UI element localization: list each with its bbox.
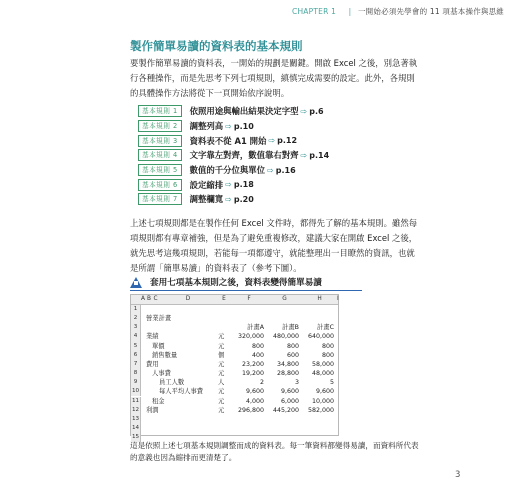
sheet-cell: 元 [218,397,225,405]
rule-item [138,133,329,148]
sheet-row [131,332,338,341]
rule-text: 設定縮排 [189,179,224,190]
sheet-cell: 800 [251,342,264,350]
rule-text: 數值的千分位與單位 [189,165,266,176]
sheet-row [131,424,338,433]
sheet-cell: 員工人數 [159,379,185,387]
sheet-cell: 19,200 [241,370,264,378]
column-header: H [317,296,322,302]
rule-badge: 基本規則 6 [138,179,182,191]
column-header: A [141,296,145,302]
sheet-cell: 元 [218,388,225,396]
sheet-row [131,305,338,314]
sheet-cell: 800 [321,342,334,350]
row-number: 13 [131,415,141,424]
sheet-row [131,323,338,332]
sheet-row [131,351,338,360]
rule-badge: 基本規則 7 [138,193,182,205]
sheet-row [131,342,338,351]
sheet-cell: 人 [218,379,225,387]
column-header: B [147,296,151,302]
row-number: 3 [131,323,141,332]
rule-text: 依照用途與輸出結果決定字型 [189,106,299,117]
arrow-icon: ⇨ [267,165,274,175]
sheet-cell: 4,000 [245,397,264,405]
rule-item [138,119,329,134]
chapter-header [292,6,504,17]
chapter-title: 一開始必須先學會的 11 項基本操作與思維 [357,7,504,16]
arrow-icon: ⇨ [225,121,232,131]
rule-item [138,163,329,178]
rule-badge: 基本規則 5 [138,164,182,176]
row-number: 9 [131,378,141,387]
page-number: 3 [455,470,461,480]
column-header: D [185,296,191,302]
column-header: E [222,296,226,302]
rule-badge: 基本規則 4 [138,149,182,161]
sheet-cell: 28,800 [276,370,299,378]
rule-text: 調整欄寬 [189,194,224,205]
sheet-cell: 計畫A [247,324,264,332]
sheet-cell: 每人平均人事費 [159,388,204,396]
chapter-separator: | [348,7,352,16]
sheet-cell: 計畫B [282,324,299,332]
sheet-row [131,406,338,415]
row-number: 15 [131,433,141,442]
column-header-bar [131,295,338,305]
intro-paragraph: 要製作簡單易讀的資料表，一開始的規劃是關鍵。開啟 Excel 之後，別急著執行各種操作，而是先思考下列七項規則，縝慎完成需要的設定。此外，各規則的具體操作方法將從下一頁開始依序說明。 [130,58,418,98]
figure-title [130,276,322,288]
sheet-cell: 利潤 [146,406,159,414]
arrow-icon: ⇨ [300,150,308,160]
rule-text: 調整列高 [189,121,224,132]
sheet-cell: 48,000 [311,370,334,378]
chapter-label: CHAPTER 1 [292,7,337,16]
row-number: 6 [131,351,141,360]
rule-page-ref: p.18 [233,180,254,190]
body-paragraph: 上述七項規則都是在製作任何 Excel 文件時，都得先了解的基本規則。雖然每項規則都有專章補強，但是為了避免重複修改，建議大家在開啟 Excel 之後，就先思考這幾項規則，若能每一項都遵守，就能整理出一目瞭然的資訊，也就是所謂「簡單易讀」的資料表了（參考下圖）。 [130,218,418,273]
row-number: 12 [131,406,141,415]
column-header: F [247,296,251,302]
section-heading: 製作簡單易讀的資料表的基本規則 [130,39,303,53]
sheet-cell: 9,600 [280,388,299,396]
sheet-cell: 296,800 [237,406,264,414]
rule-page-ref: p.12 [277,136,298,146]
column-header: C [153,296,158,302]
rule-item [138,177,329,192]
arrow-icon: ⇨ [225,180,232,190]
sheet-cell: 單價 [152,342,165,350]
rule-page-ref: p.14 [309,150,330,160]
rule-page-ref: p.20 [233,194,254,204]
sheet-cell: 9,600 [315,388,334,396]
row-number: 7 [131,360,141,369]
rule-page-ref: p.16 [275,165,296,175]
sheet-cell: 個 [218,351,225,359]
sheet-cell: 9,600 [245,388,264,396]
sheet-cell: 400 [251,351,264,359]
sheet-row [131,360,338,369]
rule-badge: 基本規則 3 [138,135,182,147]
sheet-cell: 5 [329,379,334,387]
figure-caption: 這是依照上述七項基本規則調整而成的資料表。每一筆資料都變得易讀，而資料所代表的意義也因為縮排而更清楚了。 [130,441,419,462]
row-number: 11 [131,397,141,406]
rule-page-ref: p.10 [233,121,254,131]
sheet-cell: 2 [259,379,264,387]
sheet-cell: 6,000 [280,397,299,405]
sheet-cell: 營業計畫 [146,315,172,323]
rule-page-ref: p.6 [309,106,324,116]
sheet-cell: 58,000 [311,360,334,368]
sheet-cell: 445,200 [272,406,299,414]
sheet-row [131,378,338,387]
sheet-row [131,369,338,378]
sheet-cell: 600 [286,351,299,359]
spreadsheet-screenshot [130,294,339,441]
sheet-cell: 34,800 [276,360,299,368]
row-number: 2 [131,314,141,323]
triangle-icon [130,277,142,288]
rule-badge: 基本規則 2 [138,120,182,132]
sheet-cell: 640,000 [307,333,334,341]
sheet-row [131,397,338,406]
sheet-cell: 人事費 [152,370,171,378]
sheet-cell: 582,000 [307,406,334,414]
sheet-cell: 元 [218,342,225,350]
sheet-cell: 320,000 [237,333,264,341]
rule-item [138,192,329,207]
column-header: G [282,296,287,302]
rule-text: 資料表不從 A1 開始 [189,135,267,146]
sheet-cell: 800 [286,342,299,350]
sheet-cell: 費用 [146,360,159,368]
sheet-cell: 元 [218,370,225,378]
sheet-row [131,314,338,323]
sheet-cell: 元 [218,406,225,414]
sheet-cell: 銷售數量 [152,351,178,359]
sheet-row [131,415,338,424]
arrow-icon: ⇨ [268,136,276,146]
row-number: 1 [131,305,141,314]
rule-item [138,104,329,119]
sheet-cell: 元 [218,360,225,368]
column-header: I [337,296,339,302]
sheet-cell: 元 [218,333,225,341]
figure-title-text: 套用七項基本規則之後，資料表變得簡單易讀 [150,278,322,288]
row-number: 4 [131,332,141,341]
rules-list [138,104,329,207]
rule-item [138,148,329,163]
sheet-cell: 租金 [152,397,165,405]
sheet-row [131,387,338,396]
rule-text: 文字靠左對齊，數值靠右對齊 [189,150,299,161]
figure-divider [130,290,362,291]
arrow-icon: ⇨ [225,194,232,204]
row-number: 8 [131,369,141,378]
row-number: 10 [131,387,141,396]
row-number: 14 [131,424,141,433]
arrow-icon: ⇨ [300,106,308,116]
row-number: 5 [131,342,141,351]
sheet-cell: 480,000 [272,333,299,341]
sheet-cell: 業績 [146,333,159,341]
sheet-cell: 10,000 [311,397,334,405]
sheet-cell: 800 [321,351,334,359]
rule-badge: 基本規則 1 [138,105,182,117]
sheet-cell: 23,200 [241,360,264,368]
sheet-cell: 3 [294,379,299,387]
sheet-cell: 計畫C [317,324,334,332]
